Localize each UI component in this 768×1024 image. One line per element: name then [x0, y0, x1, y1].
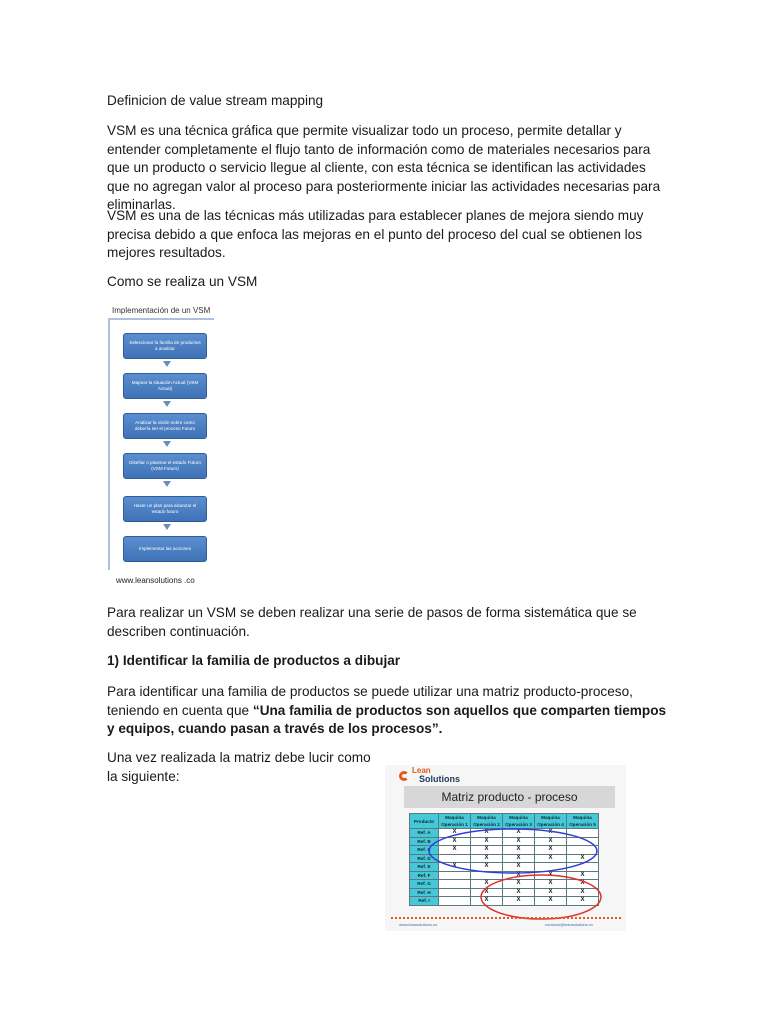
matrix-cell: X [471, 888, 503, 897]
matrix-row-label: Ref. D [410, 854, 439, 863]
matrix-cell: X [567, 888, 599, 897]
matrix-cell: X [471, 880, 503, 889]
matrix-row-label: Ref. H [410, 888, 439, 897]
flow-step-4: Diseñar o plasmar el estado Futuro (VSM Futuro) [123, 453, 207, 479]
matrix-cell: X [535, 888, 567, 897]
matrix-cell: X [439, 829, 471, 838]
matrix-cell: X [439, 846, 471, 855]
matrix-cell: X [503, 837, 535, 846]
matrix-cell: X [471, 854, 503, 863]
flow-step-3: Analizar la visión sobre como debería ser el proceso Futuro [123, 413, 207, 439]
matrix-cell: X [535, 897, 567, 906]
section-heading: Definicion de value stream mapping [107, 93, 324, 108]
matrix-dotted-divider [391, 917, 621, 921]
matrix-cell: X [471, 837, 503, 846]
matrix-cell: X [439, 837, 471, 846]
matrix-cell: X [535, 846, 567, 855]
matrix-figure [385, 765, 626, 931]
matrix-cell: X [503, 888, 535, 897]
paragraph-vsm-usage: VSM es una de las técnicas más utilizadas para establecer planes de mejora siendo muy precisa debido a que enfoca las mejoras en el punto del proceso del cual se obtienen los mejores resultados. [107, 208, 644, 260]
flow-arrow-icon [163, 481, 171, 487]
matrix-col-header: Maquina Operación 2 [471, 814, 503, 829]
matrix-cell: X [535, 854, 567, 863]
matrix-cell: X [503, 897, 535, 906]
matrix-cell: X [567, 871, 599, 880]
matrix-col-header: Maquina Operación 5 [567, 814, 599, 829]
paragraph-vsm-definition: VSM es una técnica gráfica que permite visualizar todo un proceso, permite detallar y entender completamente el flujo tanto de información como de materiales necesarios para que un producto o servicio llegue al cliente, con esta técnica se identifican las actividades que no agregan valor al proceso para posteriormente iniciar las actividades necesarias para eliminarlas. [107, 123, 661, 212]
paragraph-familia-quote: “Una familia de productos son aquellos que comparten tiempos y equipos, cuando pasan a través de los procesos”. [107, 702, 667, 736]
flow-arrow-icon [163, 361, 171, 367]
flow-arrow-icon [163, 524, 171, 530]
paragraph-pasos: Para realizar un VSM se deben realizar una serie de pasos de forma sistemática que se describen continuación. [107, 605, 637, 639]
family-2-ellipse [481, 875, 601, 919]
matrix-cell: X [567, 854, 599, 863]
flowchart-title: Implementación de un VSM [112, 306, 211, 315]
matrix-cell: X [503, 854, 535, 863]
paragraph-familia-text: Para identificar una familia de productos se puede utilizar una matriz producto-proceso, teniendo en cuenta que [107, 684, 633, 718]
matrix-cell: X [503, 871, 535, 880]
step-1-heading: 1) Identificar la familia de productos a dibujar [107, 653, 401, 668]
matrix-cell: X [567, 880, 599, 889]
matrix-row-label: Ref. E [410, 863, 439, 872]
logo-text-bottom: Solutions [419, 774, 460, 784]
matrix-cell: X [503, 863, 535, 872]
flow-step-1: Seleccionar la familia de productos a analizar [123, 333, 207, 359]
matrix-row-label: Ref. I [410, 897, 439, 906]
matrix-corner-header: Producto [410, 814, 439, 829]
matrix-cell: X [471, 897, 503, 906]
matrix-row-label: Ref. F [410, 871, 439, 880]
matrix-row-label: Ref. G [410, 880, 439, 889]
matrix-cell: X [471, 829, 503, 838]
family-1-ellipse [429, 829, 597, 873]
flow-step-2: Mapear la situación Actual (VSM Actual) [123, 373, 207, 399]
matrix-cell: X [503, 880, 535, 889]
flow-arrow-icon [163, 441, 171, 447]
matrix-row-label: Ref. C [410, 846, 439, 855]
matrix-footer-url: www.leansolutions.co [399, 922, 438, 927]
flowchart-source-url: www.leansolutions .co [116, 576, 195, 585]
matrix-cell: X [439, 863, 471, 872]
matrix-cell: X [471, 846, 503, 855]
matrix-cell: X [535, 837, 567, 846]
matrix-cell: X [503, 846, 535, 855]
matrix-col-header: Maquina Operación 3 [503, 814, 535, 829]
logo-text-top: Lean [412, 766, 431, 775]
matrix-col-header: Maquina Operación 1 [439, 814, 471, 829]
matrix-cell: X [567, 897, 599, 906]
matrix-col-header: Maquina Operación 4 [535, 814, 567, 829]
matrix-row-label: Ref. A [410, 829, 439, 838]
matrix-cell: X [535, 871, 567, 880]
flow-arrow-icon [163, 401, 171, 407]
paragraph-como: Como se realiza un VSM [107, 274, 258, 289]
matrix-footer-email: contacto@leansolutions.co [545, 922, 593, 927]
flow-step-5: Hacer un plan para alcanzar el estado futuro [123, 496, 207, 522]
matrix-cell: X [471, 863, 503, 872]
paragraph-matriz: Una vez realizada la matriz debe lucir como la siguiente: [107, 750, 371, 784]
flowchart-figure [108, 300, 218, 590]
flow-step-6: Implementar las acciones [123, 536, 207, 562]
matrix-row-label: Ref. B [410, 837, 439, 846]
matrix-title: Matriz producto - proceso [404, 786, 615, 808]
matrix-cell: X [535, 829, 567, 838]
matrix-cell: X [503, 829, 535, 838]
family-groupings-overlay [385, 765, 626, 931]
matrix-cell: X [535, 880, 567, 889]
paragraph-familia [107, 683, 667, 739]
